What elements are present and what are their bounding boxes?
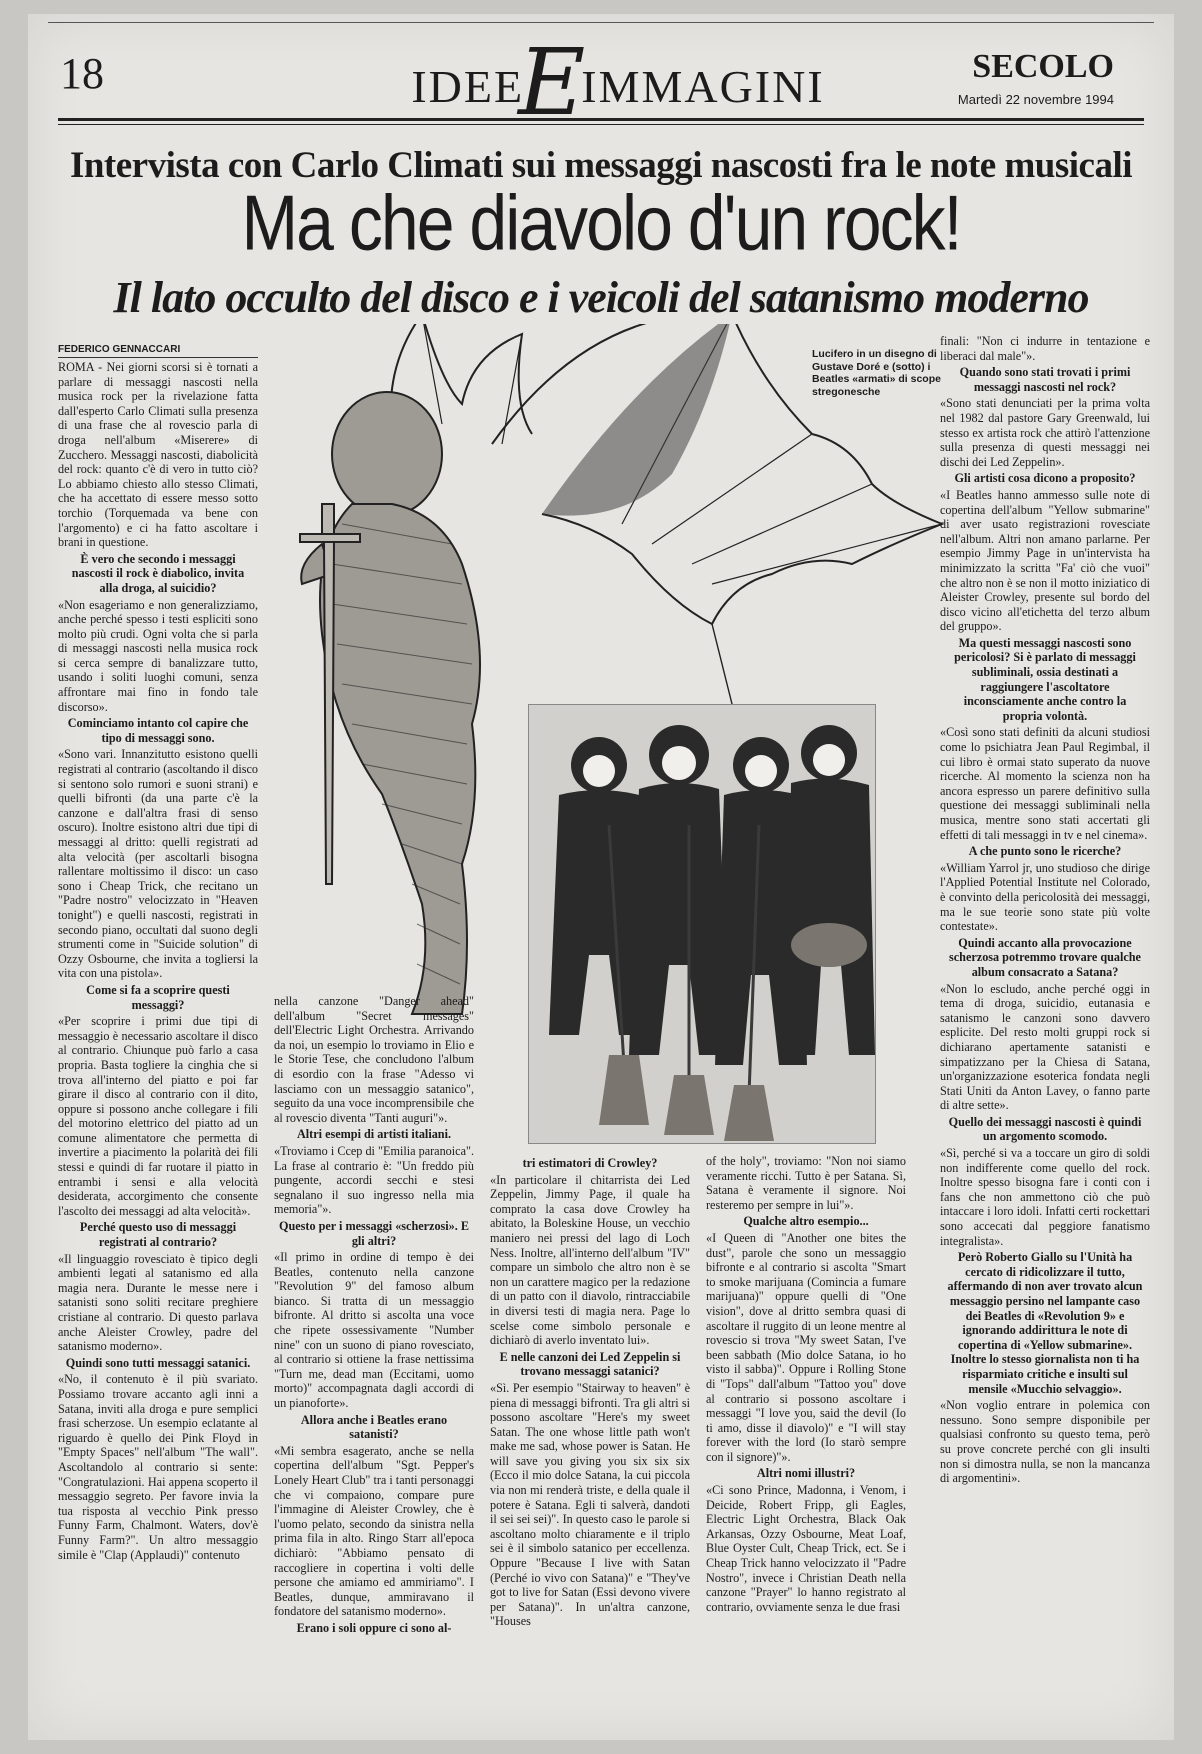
byline: FEDERICO GENNACCARI xyxy=(58,344,258,358)
paragraph: «Ci sono Prince, Madonna, i Venom, i Deicide, Robert Fripp, gli Eagles, Electric Light Orchestra, Black Oak Arkansas, Ozzy Osbourne, Meat Loaf, Blue Oyster Cult, Cheap Trick, ect. Se i Cheap Trick hanno velocizzato il "Padre Nostro", invece i Christian Death nella canzone "Prayer" lo hanno registrato al contrario, ovviamente senza le due frasi xyxy=(706,1483,906,1614)
interview-question: Questo per i messaggi «scherzosi». E gli altri? xyxy=(278,1218,470,1248)
interview-question: Cominciamo intanto col capire che tipo di messaggi sono. xyxy=(67,716,249,745)
newspaper-page xyxy=(28,14,1174,1740)
paragraph: «Sono vari. Innanzitutto esistono quelli registrati al contrario (ascoltando il disco si sentono solo rumori e suoni strani) e quelli bifronti (da una parte c'è la canzone e dall'altra frasi di senso oscuro). Inoltre esistono altri due tipi di messaggi al dritto: quelli registrati ad alta velocità (per ascoltarli bisogna rallentare moltissimo il disco: un caso sono i Cheap Trick, che recitano un "Padre nostro" velocizzato in "Heaven tonight") e quelli nascosti, registrati in secondo piano, occultati dal suono degli strumenti come in "Suicide solution" di Ozzy Osbourne, che invita a togliersi la vita con una pistola». xyxy=(58,747,258,981)
column-1 xyxy=(58,360,258,1730)
publication-date: Martedì 22 novembre 1994 xyxy=(957,92,1114,107)
image-caption: Lucifero in un disegno di Gustave Doré e (sotto) i Beatles «armati» di scope stregonesche xyxy=(812,348,941,398)
interview-question: Qualche altro esempio... xyxy=(743,1214,869,1229)
column-5 xyxy=(940,334,1150,1730)
interview-question: Come si fa a scoprire questi messaggi? xyxy=(86,982,230,1012)
newspaper-logo: SECOLO xyxy=(972,48,1114,85)
paragraph: «Non lo escludo, anche perché oggi in tema di droga, suicidio, eutanasia e satanismo le canzoni sono davvero esplicite. Del resto molti gruppi rock si dichiarano apertamente satanisti e simpatizzano per la Chiesa di Satana, un'organizzazione esoterica fondata negli Stati Uniti da Anton Lavey, o fanno parte di altre sette». xyxy=(940,981,1150,1113)
paragraph: nella canzone "Danger ahead" dell'album "Secret messages" dell'Electric Light Orchestra. Arrivando da noi, un esempio lo troviamo in Elio e le Storie Tese, che concludono l'album di esordio con la frase "Adesso vi lasciamo con un messaggio satanico", seguito da una voce incomprensibile che al rovescio diventa "Tanti auguri"». xyxy=(274,994,474,1125)
paragraph: «Non voglio entrare in polemica con nessuno. Sono sempre disponibile per qualsiasi confronto su questo tema, però su prove concrete perché con gli insulti non si dimostra nulla, se non la mancanza di argomentini». xyxy=(940,1398,1150,1486)
interview-question: È vero che secondo i messaggi nascosti il rock è diabolico, invita alla droga, al suicidio? xyxy=(71,551,245,595)
top-rule xyxy=(48,22,1154,23)
header-rule xyxy=(58,118,1144,121)
interview-question: Quello dei messaggi nascosti è quindi un argomento scomodo. xyxy=(948,1114,1142,1144)
column-2 xyxy=(274,994,474,1730)
paragraph: «Così sono stati definiti da alcuni studiosi come lo psichiatra Jean Paul Regimbal, il cui libro è ormai stato superato da nuove ricerche. Al momento la scienza non ha ancora espresso un parere definitivo sulla questione dei messaggi subliminali nella musica, mentre sono stati accertati gli effetti di tali messaggi in tv e nel cinema». xyxy=(940,725,1150,842)
section-title-part1: IDEE xyxy=(411,61,525,112)
paragraph: «No, il contenuto è il più svariato. Possiamo trovare accanto agli inni a Satana, inviti alla droga e pure semplici frasi scherzose. Un esempio eclatante al riguardo è quello dei Pink Floyd in "Empty Spaces" nell'album "The wall". Ascoltandolo al contrario si sente: "Congratulazioni. Hai appena scoperto il messaggio segreto. Per favore invia la tua risposta al vecchio Pink presso Funny Farm, Chalmont. Waters, dov'è Funny Farm?". Un altro messaggio simile è "Clap (Applaudi)" contenuto xyxy=(58,1372,258,1562)
paragraph: «Mi sembra esagerato, anche se nella copertina dell'album "Sgt. Pepper's Lonely Heart Club" tra i tanti personaggi che vi compaiono, compare pure l'immagine di Aleister Crowley, che è l'uomo pelato, secondo da sinistra nella prima fila in alto. Ringo Starr all'epoca dichiarò: "Abbiamo pensato di raccogliere in copertina i volti delle persone che amiamo ed ammiriamo". I Beatles, dunque, ammiravano il fondatore del satanismo moderno». xyxy=(274,1443,474,1619)
paragraph: «Sì. Per esempio "Stairway to heaven" è piena di messaggi bifronti. Tra gli altri si possono ascoltare "Here's my sweet Satan. The one whose little path won't make me sad, whose power is Satan. He will save you giving you six six six (Ecco il mio dolce Satana, la cui piccola via non mi renderà triste, e della quale il potere è Satana. Egli ti salverà, dandoti il sei sei sei)". In questo caso le parole si ascoltano molto chiaramente e il triplo sei è il simbolo satanico per eccellenza. Oppure "Because I live with Satan (Perché io vivo con Satana)" e "They've got to live for Satan (Essi devono vivere per Satana)". In un'altra canzone, "Houses xyxy=(490,1380,690,1629)
column-3 xyxy=(490,1154,690,1730)
article-kicker: Intervista con Carlo Climati sui messaggi nascosti fra le note musicali xyxy=(69,145,1133,186)
interview-question: Quindi sono tutti messaggi satanici. xyxy=(65,1355,251,1370)
paragraph: «Non esageriamo e non generalizziamo, anche perché spesso i testi espliciti sono molto più crudi. Ogni volta che si parla di messaggi nascosti nella musica rock si cerca sempre di banalizzare tutto, usando i soliti luoghi comuni, senza affrontare mai fino in fondo tale discorso». xyxy=(58,597,258,714)
paragraph: «In particolare il chitarrista dei Led Zeppelin, Jimmy Page, il quale ha comprato la casa dove Crowley ha abitato, la Boleskine House, un vecchio maniero nei pressi del lago di Loch Ness. Inoltre, all'interno dell'album "IV" compare un simbolo che altro non è se non un carattere magico per la redazione di un patto con il diavolo, rintracciabile in diversi testi di magia nera. Page lo scelse come simbolo personale e dichiarò di averlo inventato lui». xyxy=(490,1172,690,1348)
paragraph: «Troviamo i Ccep di "Emilia paranoica". La frase al contrario è: "Un freddo più pungente, accordi secchi e stesi segnalano il suo ingresso nella mia memoria"». xyxy=(274,1143,474,1217)
article-headline: Ma che diavolo d'un rock! xyxy=(241,179,961,267)
interview-question: Allora anche i Beatles erano satanisti? xyxy=(300,1412,448,1442)
beatles-photo-graphic xyxy=(529,705,875,1143)
interview-question: Quando sono stati trovati i primi messaggi nascosti nel rock? xyxy=(959,365,1131,394)
interview-question: Ma questi messaggi nascosti sono pericolosi? Si è parlato di messaggi subliminali, ossia destinati a raggiungere l'ascoltatore inconsciamente anche contro la propria volontà. xyxy=(954,635,1136,723)
beatles-photo xyxy=(528,704,876,1144)
article-subhead: Il lato occulto del disco e i veicoli del satanismo moderno xyxy=(113,273,1089,322)
header-rule-thin xyxy=(58,124,1144,125)
paragraph: «Sono stati denunciati per la prima volta nel 1982 dal pastore Gary Greenwald, lui stesso ex artista rock che attirò l'attenzione sulla presenza di questi messaggi nei dischi dei Led Zeppelin». xyxy=(940,396,1150,469)
interview-question: tri estimatori di Crowley? xyxy=(522,1156,658,1170)
page-number: 18 xyxy=(60,49,104,98)
interview-question: Perché questo uso di messaggi registrati al contrario? xyxy=(79,1220,237,1250)
column-4 xyxy=(706,1154,906,1730)
interview-question: Altri esempi di artisti italiani. xyxy=(296,1127,452,1142)
interview-question: Altri nomi illustri? xyxy=(756,1466,856,1481)
section-title-script-e: E xyxy=(518,29,588,136)
paragraph: «I Beatles hanno ammesso sulle note di copertina dell'album "Yellow submarine" di aver usato registrazioni rovesciate nell'album. Altri non amano parlarne. Per esempio Jimmy Page in un'intervista ha minimizzato la scritta "Fa' ciò che vuoi" che altro non è se non il motto iniziatico di Aleister Crowley, presente sul bordo del disco vicino all'etichetta del terzo album del gruppo». xyxy=(940,487,1150,634)
paragraph: «Per scoprire i primi due tipi di messaggio è necessario ascoltare il disco al contrario. Chiunque può farlo a casa propria. Basta togliere la cinghia che si trova all'interno del piatto e poi far girare il disco al contrario con il dito, oppure si possono anche collegare i fili del motorino elettrico del piatto ad un comune alimentatore che permetta di invertire a piacimento la polarità dei fili stessi e quindi di far ruotare il piatto in entrambi i sensi e alla velocità desiderata, accorgimento che consente l'ascolto dei messaggi ad alta velocità». xyxy=(58,1014,258,1218)
paragraph: «William Yarrol jr, uno studioso che dirige l'Applied Potential Institute nel Colorado, è convinto della pericolosità dei messaggi, ma le sue teorie sono state più volte contestate». xyxy=(940,860,1150,934)
paragraph: «I Queen di "Another one bites the dust", parole che sono un messaggio bifronte e al contrario si ascolta "Smart to smoke marijuana (Comincia a fumare marijuana)" oppure quelli di "One vision", dove al dritto sembra quasi di ascoltare il ruggito di un leone mentre al rovescio si trova "My sweet Satan, I've been sabbath (Mio dolce Satana, io ho visto il sabba)". Oppure i Rolling Stone di "Tops" dall'album "Tattoo you" dove al contrario si possono ascoltare i messaggi "I love you, said the devil (Io ti amo, disse il diavolo)" e "I will stay forever with the lord (Io starò sempre con il signore)"». xyxy=(706,1230,906,1464)
paragraph: «Sì, perché si va a toccare un giro di soldi non indifferente come quello del rock. Inoltre spesso bisogna fare i conti con i fans che non ammettono ciò che può intaccare i loro idoli. Infatti certi rockettari sono accecati dal peggiore fanatismo integralista». xyxy=(940,1146,1150,1248)
paragraph: of the holy", troviamo: "Non noi siamo veramente ricchi. Tutto è per Satana. Sì, Satana è veramente il signore. Noi resteremo per sempre in lui"». xyxy=(706,1154,906,1212)
interview-question: Però Roberto Giallo su l'Unità ha cercato di ridicolizzare il tutto, affermando di non aver trovato alcun messaggio persino nel lampante caso dei Beatles di «Revolution 9» e ignorando addirittura le note di copertina di «Yellow submarine». Inoltre lo stesso giornalista non ti ha risparmiato critiche e insulti sul mensile «Mucchio selvaggio». xyxy=(947,1250,1143,1396)
interview-question: Erano i soli oppure ci sono al- xyxy=(296,1620,452,1635)
interview-question: E nelle canzoni dei Led Zeppelin si trovano messaggi satanici? xyxy=(499,1349,681,1379)
interview-question: A che punto sono le ricerche? xyxy=(968,844,1122,859)
paragraph: finali: "Non ci indurre in tentazione e liberaci dal male"». xyxy=(940,334,1150,363)
section-title-part2: IMMAGINI xyxy=(581,61,825,112)
paragraph: «Il linguaggio rovesciato è tipico degli ambienti legati al satanismo ed alla magia nera. Durante le messe nere i satanisti sono soliti recitare preghiere cristiane al contrario. Di questo parlava anche Aleister Crowley, padre del satanismo moderno». xyxy=(58,1251,258,1354)
interview-question: Gli artisti cosa dicono a proposito? xyxy=(954,471,1136,486)
paragraph: «Il primo in ordine di tempo è dei Beatles, contenuto nella canzone "Revolution 9" del famoso album bianco. Si tratta di un messaggio bifronte. Al dritto si ascolta una voce che ripete ossessivamente "Number nine" con un suono di piano rovesciato, al contrario si ottiene la frase nettissima "Turn me, dead man (Eccitami, uomo morto)" accompagnata dagli accordi di un pianoforte». xyxy=(274,1250,474,1411)
interview-question: Quindi accanto alla provocazione scherzosa potremmo trovare qualche album consacrato a Satana? xyxy=(949,935,1141,979)
paragraph: ROMA - Nei giorni scorsi si è tornati a parlare di messaggi nascosti nella musica rock per la rivelazione fatta dall'esperto Carlo Climati sulla presenza di una frase che al rovescio parla di droga nell'album «Miserere» di Zucchero. Messaggi nascosti, diabolicità del rock: quanto c'è di vero in tutto ciò? Lo abbiamo chiesto allo stesso Climati, che ha accettato di essere messo sotto torchio (Torquemada va bene con l'argomento) e ci ha fatto ascoltare i brani in questione. xyxy=(58,360,258,550)
section-title xyxy=(368,29,868,136)
